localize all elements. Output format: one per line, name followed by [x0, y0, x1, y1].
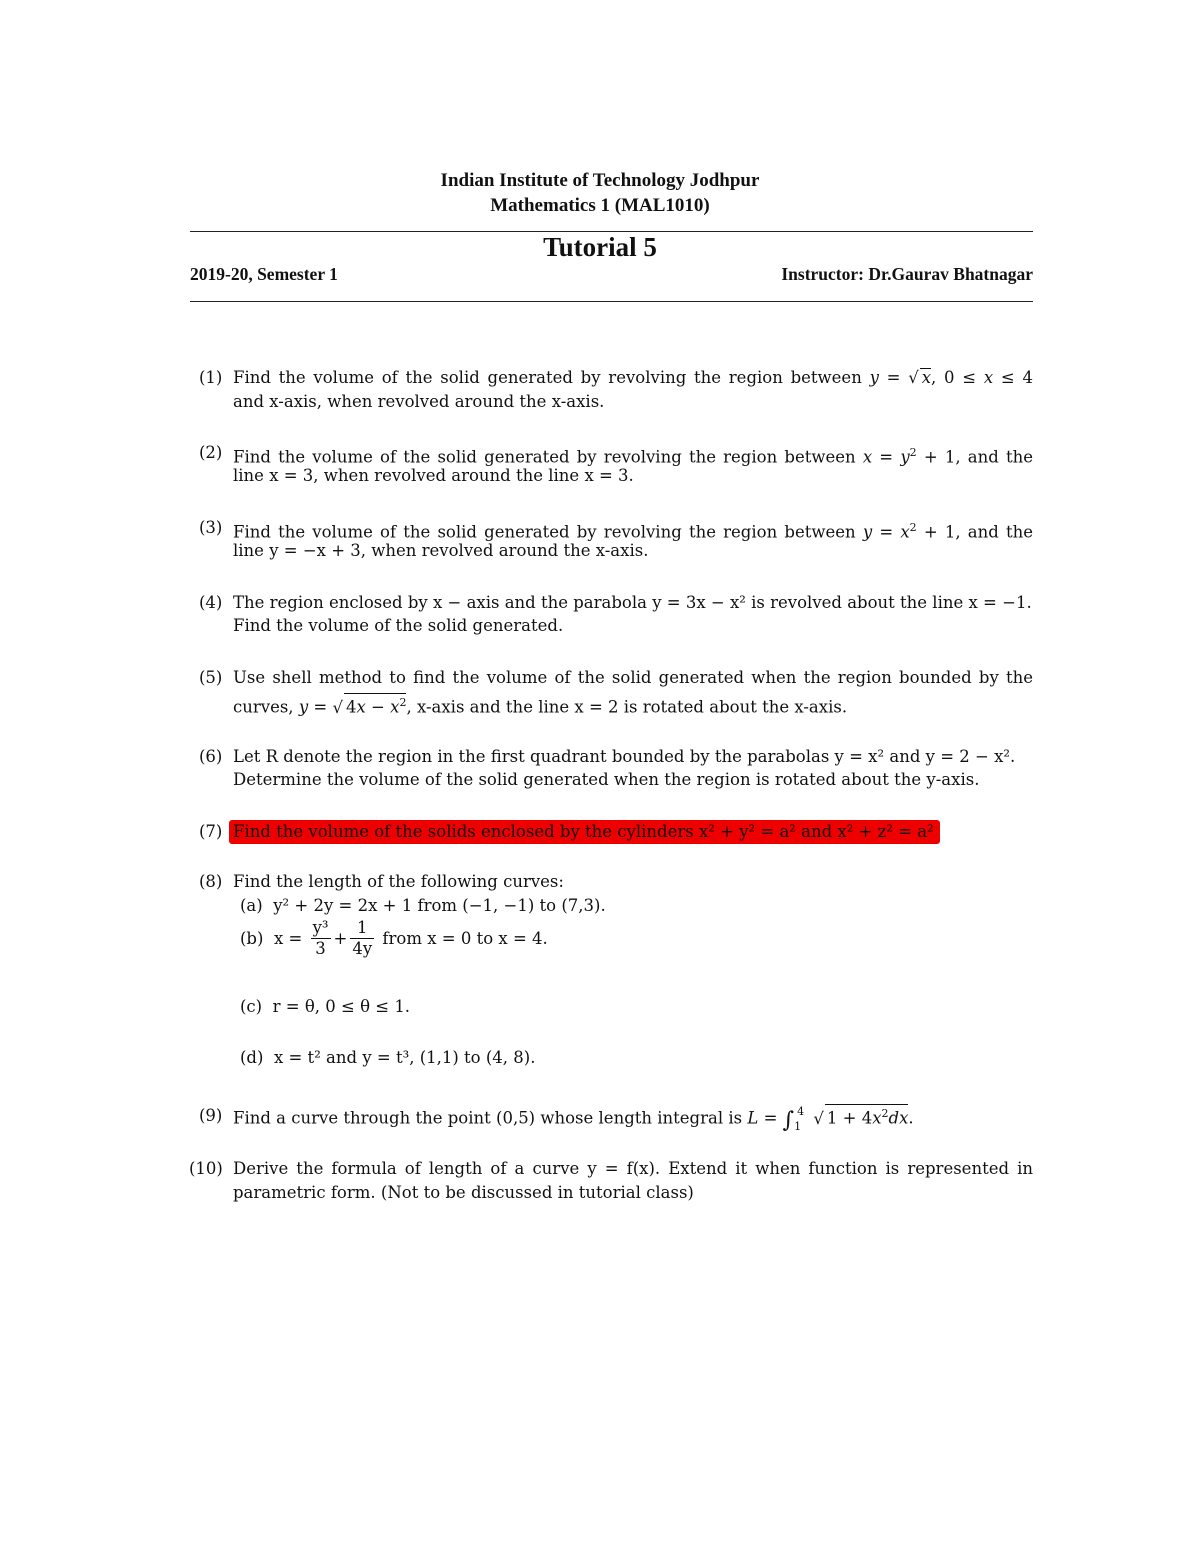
- question-text-line2: parametric form. (Not to be discussed in tutorial class): [233, 1183, 694, 1202]
- question-number: (1): [199, 368, 223, 387]
- question-text-line1: Find a curve through the point (0,5) whose length integral is $L = \int_1^4$ √ $1 + 4x^2dx$.: [233, 1104, 914, 1133]
- question-number: (5): [199, 668, 223, 687]
- question-number: (6): [199, 747, 223, 766]
- question-number: (4): [199, 593, 223, 612]
- course-name: Mathematics 1 (MAL1010): [490, 195, 710, 216]
- question-number: (9): [199, 1106, 223, 1125]
- question-text-line1: Find the volume of the solid generated by revolving the region between $y = x^2 + 1$, and the: [233, 521, 1033, 542]
- part-d: (d) x = t² and y = t³, (1,1) to (4, 8).: [240, 1048, 536, 1067]
- instructor-label: Instructor: Dr.Gaurav Bhatnagar: [781, 264, 1033, 284]
- bottom-rule: [190, 301, 1033, 302]
- question-number: (7): [199, 822, 223, 841]
- question-text-line1: Find the length of the following curves:: [233, 872, 564, 891]
- fraction-1: $\frac{\text{y³}}{3}$: [312, 918, 329, 958]
- question-text-line2: line x = 3, when revolved around the line x = 3.: [233, 466, 634, 485]
- part-a: (a) y² + 2y = 2x + 1 from (−1, −1) to (7,3).: [240, 896, 606, 915]
- question-text-line1: [233, 820, 1033, 843]
- page-title: Tutorial 5: [543, 232, 657, 262]
- red-highlight: Find the volume of the solids enclosed by the cylinders x² + y² = a² and x² + z² = a²: [229, 820, 940, 844]
- session-label: 2019-20, Semester 1: [190, 264, 338, 284]
- part-c: (c) r = θ, 0 ≤ θ ≤ 1.: [240, 997, 411, 1016]
- question-number: (3): [199, 518, 223, 537]
- question-number: (8): [199, 872, 223, 891]
- question-text-line2: Determine the volume of the solid generated when the region is rotated about the y-axis.: [233, 770, 980, 789]
- question-text-line2: line y = −x + 3, when revolved around the x-axis.: [233, 541, 649, 560]
- question-text-line1: The region enclosed by x − axis and the parabola y = 3x − x² is revolved about the line x = −1.: [233, 593, 1032, 612]
- question-text-line1: Find the volume of the solid generated by revolving the region between y = √ x, 0 ≤ x ≤ 4: [233, 368, 1033, 387]
- question-text-line2: and x-axis, when revolved around the x-axis.: [233, 392, 605, 411]
- question-text-line1: Let R denote the region in the first quadrant bounded by the parabolas y = x² and y = 2 − x².: [233, 747, 1016, 766]
- question-text-line1: Use shell method to find the volume of the solid generated when the region bounded by the: [233, 668, 1033, 687]
- question-text-line2: curves, y = √ $4x - x^2$, x-axis and the line x = 2 is rotated about the x-axis.: [233, 693, 1033, 719]
- fraction-2: $\frac{1}{4y}$: [352, 918, 373, 958]
- question-number: (2): [199, 443, 223, 462]
- institute-name: Indian Institute of Technology Jodhpur: [440, 170, 760, 191]
- question-text-line1: Find the volume of the solid generated by revolving the region between $x = y^2 + 1$, and the: [233, 446, 1033, 467]
- part-b: (b) x = $\frac{\text{y³}}{3}$ + $\frac{1}{4y}$ from x = 0 to x = 4.: [240, 918, 548, 958]
- question-text-line2: Find the volume of the solid generated.: [233, 616, 564, 635]
- question-number: (10): [189, 1159, 223, 1178]
- question-text-line1: Derive the formula of length of a curve y = f(x). Extend it when function is represented in: [233, 1159, 1033, 1178]
